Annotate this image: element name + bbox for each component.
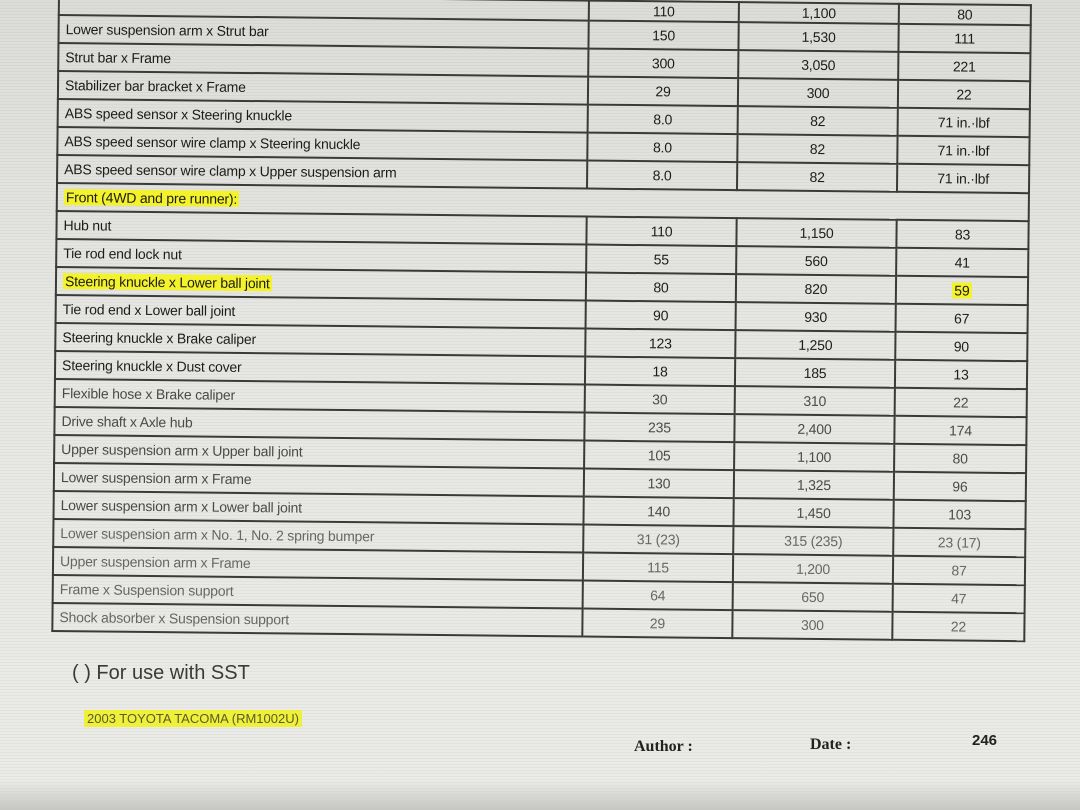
part-name-cell: Stabilizer bar bracket x Frame [58, 71, 588, 105]
torque-kgf-cell: 1,530 [738, 22, 898, 52]
torque-nm-cell: 55 [586, 245, 736, 275]
part-name-cell: Upper suspension arm x Upper ball joint [54, 435, 584, 469]
torque-kgf-cell: 300 [738, 78, 898, 108]
torque-nm-cell: 300 [588, 49, 738, 79]
part-name-cell: Lower suspension arm x Lower ball joint [54, 491, 584, 525]
torque-kgf-cell: 315 (235) [733, 526, 893, 556]
torque-kgf-cell: 1,250 [735, 330, 895, 360]
part-name-cell: ABS speed sensor x Steering knuckle [58, 99, 588, 133]
torque-nm-cell: 110 [589, 1, 739, 23]
torque-nm-cell: 140 [583, 497, 733, 527]
torque-ftlbf-cell [896, 276, 1028, 305]
part-name-cell: Hub nut [56, 211, 586, 245]
torque-nm-cell: 64 [583, 581, 733, 611]
torque-ftlbf-cell: 22 [892, 612, 1024, 641]
torque-ftlbf-cell: 87 [893, 556, 1025, 585]
torque-kgf-cell: 820 [736, 274, 896, 304]
torque-kgf-cell: 3,050 [738, 50, 898, 80]
part-name-cell: Drive shaft x Axle hub [54, 407, 584, 441]
torque-ftlbf-cell: 90 [895, 332, 1027, 361]
part-name-cell: ABS speed sensor wire clamp x Upper suspension arm [57, 155, 587, 189]
torque-kgf-cell: 82 [738, 106, 898, 136]
part-name-cell: Flexible hose x Brake caliper [55, 379, 585, 413]
highlighted-torque-value: 59 [954, 282, 970, 299]
torque-kgf-cell: 2,400 [734, 414, 894, 444]
torque-kgf-cell: 1,100 [739, 2, 899, 24]
torque-kgf-cell: 1,100 [734, 442, 894, 472]
part-name-cell: Lower suspension arm x Frame [54, 463, 584, 497]
part-name-cell: Strut bar x Frame [58, 43, 588, 77]
torque-nm-cell: 29 [588, 77, 738, 107]
torque-kgf-cell: 1,150 [736, 218, 896, 248]
vehicle-model-tag: 2003 TOYOTA TACOMA (RM1002U) [84, 710, 302, 727]
torque-ftlbf-cell: 80 [899, 4, 1031, 25]
torque-spec-table [51, 0, 1032, 642]
page-bottom-shadow [0, 780, 1080, 810]
part-name-cell: Steering knuckle x Dust cover [55, 351, 585, 385]
torque-ftlbf-cell: 103 [893, 500, 1025, 529]
torque-nm-cell: 90 [586, 301, 736, 331]
torque-nm-cell: 110 [586, 217, 736, 247]
torque-nm-cell: 115 [583, 553, 733, 583]
torque-kgf-cell: 1,450 [733, 498, 893, 528]
torque-ftlbf-cell: 23 (17) [893, 528, 1025, 557]
sst-footnote: ( ) For use with SST [72, 662, 250, 684]
torque-ftlbf-cell: 96 [894, 472, 1026, 501]
torque-kgf-cell: 560 [736, 246, 896, 276]
page-number: 246 [972, 732, 998, 749]
torque-ftlbf-cell: 41 [896, 248, 1028, 277]
torque-nm-cell: 8.0 [587, 133, 737, 163]
torque-nm-cell: 29 [582, 609, 732, 639]
section-label: Front (4WD and pre runner): [65, 189, 238, 207]
torque-nm-cell: 130 [584, 469, 734, 499]
torque-ftlbf-cell: 80 [894, 444, 1026, 473]
torque-kgf-cell: 930 [736, 302, 896, 332]
torque-nm-cell: 18 [585, 357, 735, 387]
torque-ftlbf-cell: 67 [896, 304, 1028, 333]
torque-ftlbf-cell: 22 [895, 388, 1027, 417]
torque-ftlbf-cell: 71 in.·lbf [897, 136, 1029, 165]
torque-ftlbf-cell: 174 [894, 416, 1026, 445]
torque-ftlbf-cell: 47 [893, 584, 1025, 613]
part-name-cell: ABS speed sensor wire clamp x Steering knuckle [57, 127, 587, 161]
torque-kgf-cell: 1,200 [733, 554, 893, 584]
part-name-cell: Steering knuckle x Brake caliper [55, 323, 585, 357]
part-name-cell: Tie rod end x Lower ball joint [56, 295, 586, 329]
torque-ftlbf-cell: 22 [898, 80, 1030, 109]
part-name-cell: Shock absorber x Suspension support [52, 603, 582, 637]
part-name-cell: Frame x Suspension support [53, 575, 583, 609]
part-name-cell: Tie rod end lock nut [56, 239, 586, 273]
torque-nm-cell: 235 [584, 413, 734, 443]
torque-nm-cell: 8.0 [587, 161, 737, 191]
torque-nm-cell: 123 [585, 329, 735, 359]
torque-nm-cell: 8.0 [588, 105, 738, 135]
torque-ftlbf-cell: 71 in.·lbf [898, 108, 1030, 137]
torque-ftlbf-cell: 71 in.·lbf [897, 164, 1029, 193]
torque-kgf-cell: 82 [737, 162, 897, 192]
author-label: Author : [634, 738, 693, 755]
torque-ftlbf-cell: 111 [898, 24, 1030, 53]
part-name-cell: Lower suspension arm x Strut bar [58, 15, 588, 49]
part-name-cell: Lower suspension arm x No. 1, No. 2 spring bumper [53, 519, 583, 553]
torque-kgf-cell: 185 [735, 358, 895, 388]
torque-nm-cell: 150 [588, 21, 738, 51]
torque-nm-cell: 30 [585, 385, 735, 415]
part-name-cell: Upper suspension arm x Frame [53, 547, 583, 581]
torque-ftlbf-cell: 13 [895, 360, 1027, 389]
torque-kgf-cell: 82 [737, 134, 897, 164]
torque-ftlbf-cell: 221 [898, 52, 1030, 81]
torque-ftlbf-cell: 83 [896, 220, 1028, 249]
torque-table-body [52, 0, 1031, 641]
torque-kgf-cell: 1,325 [734, 470, 894, 500]
torque-nm-cell: 31 (23) [583, 525, 733, 555]
torque-nm-cell: 105 [584, 441, 734, 471]
highlighted-part-name: Steering knuckle x Lower ball joint [64, 273, 270, 292]
torque-kgf-cell: 310 [735, 386, 895, 416]
torque-kgf-cell: 650 [733, 582, 893, 612]
torque-kgf-cell: 300 [732, 610, 892, 640]
date-label: Date : [810, 736, 852, 753]
torque-nm-cell: 80 [586, 273, 736, 303]
